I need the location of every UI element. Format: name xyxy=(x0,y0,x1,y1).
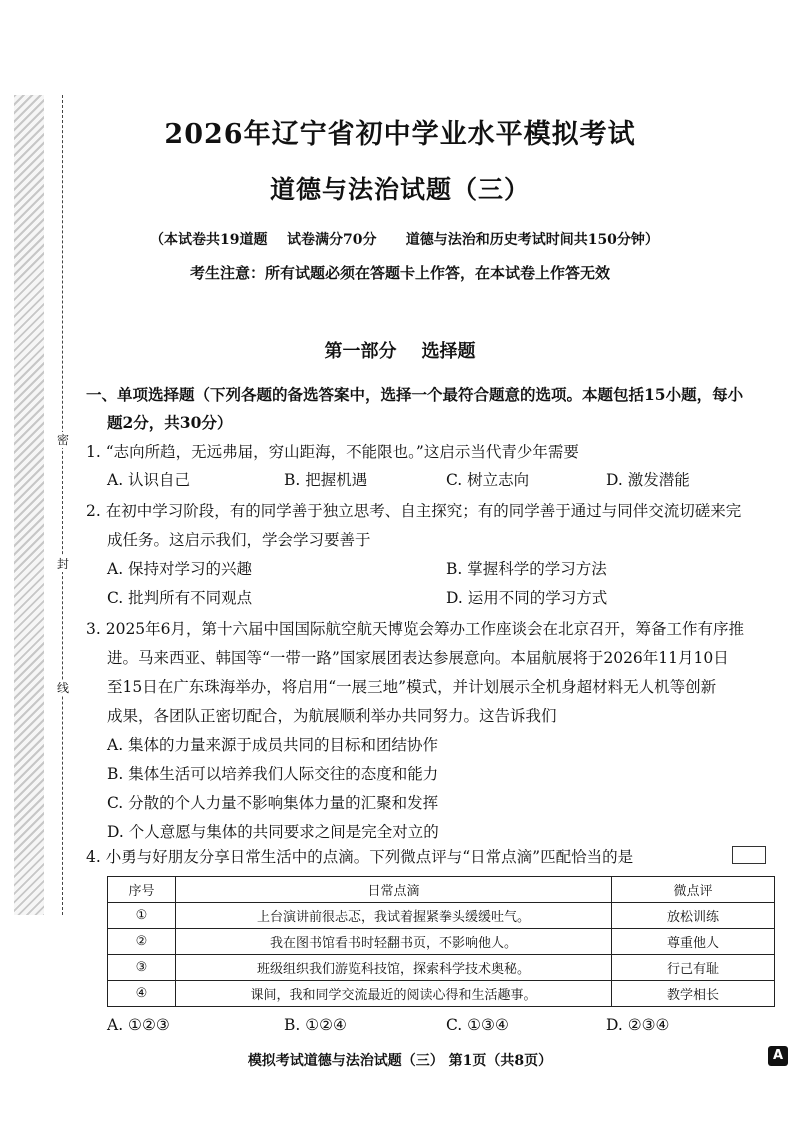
page-footer: 模拟考试道德与法治试题（三） 第1页（共8页） xyxy=(247,1053,553,1069)
q2-option-c: C. 批判所有不同观点 xyxy=(107,589,253,607)
exam-title: 2026年辽宁省初中学业水平模拟考试 xyxy=(164,119,636,150)
exam-notice: 考生注意：所有试题必须在答题卡上作答，在本试卷上作答无效 xyxy=(189,264,610,282)
q1-option-d: D. 激发潜能 xyxy=(606,471,690,489)
table-header-cell: 微点评 xyxy=(612,877,775,903)
table-cell: 行己有耻 xyxy=(612,955,775,981)
table-cell: 上台演讲前很忐忑，我试着握紧拳头缓缓吐气。 xyxy=(176,903,612,929)
q3-option-d: D. 个人意愿与集体的共同要求之间是完全对立的 xyxy=(107,823,439,841)
section-heading-line2: 题2分，共30分） xyxy=(107,413,233,432)
q4-option-a: A. ①②③ xyxy=(107,1016,170,1034)
part-title: 第一部分 选择题 xyxy=(324,341,476,362)
table-cell: ③ xyxy=(108,955,176,981)
table-row xyxy=(108,981,775,1007)
q3-option-c: C. 分散的个人力量不影响集体力量的汇聚和发挥 xyxy=(107,794,439,812)
table-cell: ① xyxy=(108,903,176,929)
q1-option-a: A. 认识自己 xyxy=(107,471,191,489)
table-cell: ② xyxy=(108,929,176,955)
table-cell: 班级组织我们游览科技馆，探索科学技术奥秘。 xyxy=(176,955,612,981)
seal-char-xian: 线 xyxy=(56,681,69,695)
table-cell: 尊重他人 xyxy=(612,929,775,955)
q2-stem-line2: 成任务。这启示我们，学会学习要善于 xyxy=(107,531,371,549)
table-header-cell: 日常点滴 xyxy=(176,877,612,903)
exam-subtitle: 道德与法治试题（三） xyxy=(269,175,530,204)
table-cell: 放松训练 xyxy=(612,903,775,929)
q4-stem: 4. 小勇与好朋友分享日常生活中的点滴。下列微点评与“日常点滴”匹配恰当的是 xyxy=(86,848,634,866)
q2-option-b: B. 掌握科学的学习方法 xyxy=(446,560,607,578)
obscured-tag xyxy=(732,846,766,864)
seal-char-mi: 密 xyxy=(56,433,69,447)
q2-stem-line1: 2. 在初中学习阶段，有的同学善于独立思考、自主探究；有的同学善于通过与同伴交流切磋来完 xyxy=(86,502,742,520)
q3-option-a: A. 集体的力量来源于成员共同的目标和团结协作 xyxy=(107,736,439,754)
q3-stem-line3: 至15日在广东珠海举办，将启用“一展三地”模式，并计划展示全机身超材料无人机等创新 xyxy=(107,678,717,696)
q4-option-b: B. ①②④ xyxy=(284,1016,347,1034)
q4-table xyxy=(107,876,775,1007)
table-row xyxy=(108,955,775,981)
q3-option-b: B. 集体生活可以培养我们人际交往的态度和能力 xyxy=(107,765,439,783)
q3-stem-line2: 进。马来西亚、韩国等“一带一路”国家展团表达参展意向。本届航展将于2026年11月10日 xyxy=(107,649,729,667)
paper-version-badge: A xyxy=(768,1046,788,1066)
binding-strip xyxy=(14,95,44,915)
table-cell: 课间，我和同学交流最近的阅读心得和生活趣事。 xyxy=(176,981,612,1007)
table-row xyxy=(108,929,775,955)
seal-char-feng: 封 xyxy=(56,557,69,571)
q3-stem-line4: 成果，各团队正密切配合，为航展顺利举办共同努力。这告诉我们 xyxy=(107,707,557,725)
table-cell: 我在图书馆看书时轻翻书页，不影响他人。 xyxy=(176,929,612,955)
q1-option-b: B. 把握机遇 xyxy=(284,471,368,489)
q2-option-a: A. 保持对学习的兴趣 xyxy=(107,560,253,578)
table-header-row xyxy=(108,877,775,903)
exam-info: （本试卷共19道题 试卷满分70分 道德与法治和历史考试时间共150分钟） xyxy=(150,232,659,248)
q4-option-c: C. ①③④ xyxy=(446,1016,509,1034)
seal-dashed-line xyxy=(62,95,63,915)
q2-option-d: D. 运用不同的学习方式 xyxy=(446,589,608,607)
q1-option-c: C. 树立志向 xyxy=(446,471,530,489)
table-cell: 教学相长 xyxy=(612,981,775,1007)
q1-stem: 1. “志向所趋，无远弗届，穷山距海，不能限也。”这启示当代青少年需要 xyxy=(86,443,579,461)
table-header-cell: 序号 xyxy=(108,877,176,903)
section-heading-line1: 一、单项选择题（下列各题的备选答案中，选择一个最符合题意的选项。本题包括15小题，每小 xyxy=(86,385,744,404)
q4-option-d: D. ②③④ xyxy=(606,1016,670,1034)
table-row xyxy=(108,903,775,929)
table-cell: ④ xyxy=(108,981,176,1007)
q3-stem-line1: 3. 2025年6月，第十六届中国国际航空航天博览会筹办工作座谈会在北京召开，筹备工作有序推 xyxy=(86,620,745,638)
